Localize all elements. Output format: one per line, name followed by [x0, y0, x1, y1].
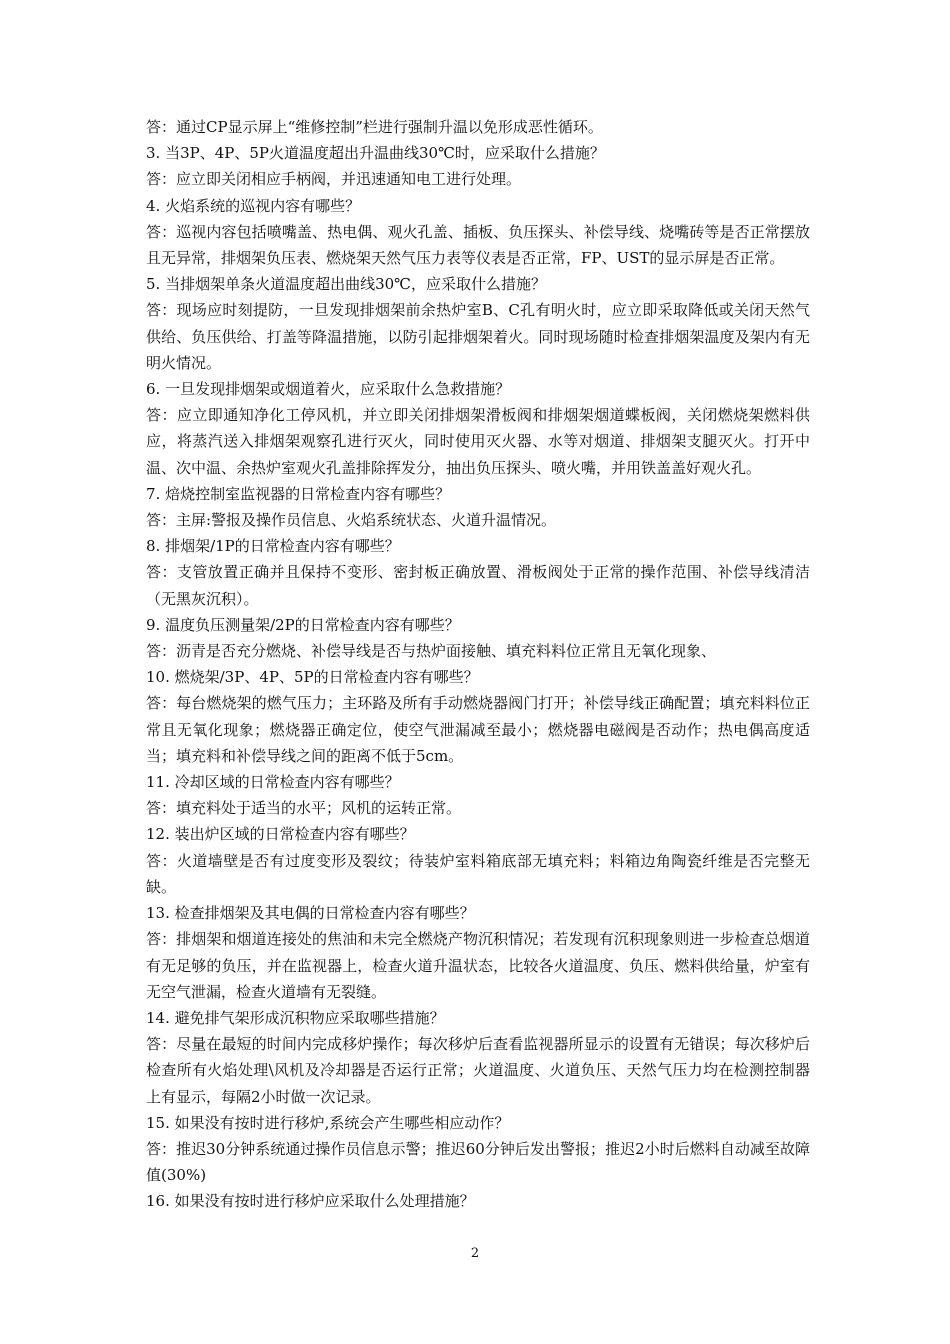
question-line: 9. 温度负压测量架/2P的日常检查内容有哪些？: [146, 615, 460, 634]
question-line: 6. 一旦发现排烟架或烟道着火，应采取什么急救措施？: [146, 380, 511, 399]
question-line: 3. 当3P、4P、5P火道温度超出升温曲线30℃时，应采取什么措施？: [146, 144, 605, 163]
document-body: [146, 114, 810, 1215]
question-line: 5. 当排烟架单条火道温度超出曲线30℃，应采取什么措施？: [146, 275, 546, 294]
answer-line: 答：推迟30分钟系统通过操作员信息示警；推迟60分钟后发出警报；推迟2小时后燃料自动减至故障值(30%): [146, 1139, 810, 1185]
question-line: 7. 焙烧控制室监视器的日常检查内容有哪些？: [146, 484, 451, 503]
answer-line: 答：巡视内容包括喷嘴盖、热电偶、观火孔盖、插板、负压探头、补偿导线、烧嘴砖等是否正常摆放且无异常，排烟架负压表、燃烧架天然气压力表等仪表是否正常，FP、UST的显示屏是否正常。: [146, 222, 810, 268]
answer-line: 答：火道墙壁是否有过度变形及裂纹；待装炉室料箱底部无填充料；料箱边角陶瓷纤维是否完整无缺。: [146, 851, 810, 896]
question-line: 13. 检查排烟架及其电偶的日常检查内容有哪些？: [146, 904, 475, 923]
question-line: 15. 如果没有按时进行移炉,系统会产生哪些相应动作？: [146, 1113, 510, 1132]
answer-line: 答：填充料处于适当的水平；风机的运转正常。: [146, 799, 462, 818]
answer-line: 答：每台燃烧架的燃气压力；主环路及所有手动燃烧器阀门打开；补偿导线正确配置；填充料料位正常且无氧化现象；燃烧器正确定位，使空气泄漏减至最小；燃烧器电磁阀是否动作；热电偶高度适当；填充料和补偿导线之间的距离不低于5cm。: [146, 694, 810, 765]
answer-line: 答：沥青是否充分燃烧、补偿导线是否与热炉面接触、填充料料位正常且无氧化现象、: [146, 642, 717, 661]
answer-line: 答：排烟架和烟道连接处的焦油和未完全燃烧产物沉积情况；若发现有沉积现象则进一步检查总烟道有无足够的负压，并在监视器上，检查火道升温状态，比较各火道温度、负压、燃料供给量，炉室有无空气泄漏，检查火道墙有无裂缝。: [146, 930, 810, 1001]
answer-line: 答：现场应时刻提防，一旦发现排烟架前余热炉室B、C孔有明火时，应立即采取降低或关闭天然气供给、负压供给、打盖等降温措施，以防引起排烟架着火。同时现场随时检查排烟架温度及架内有无明火情况。: [146, 301, 810, 372]
question-line: 8. 排烟架/1P的日常检查内容有哪些？: [146, 537, 400, 556]
answer-line: 答：应立即通知净化工停风机，并立即关闭排烟架滑板阀和排烟架烟道蝶板阀，关闭燃烧架燃料供应，将蒸汽送入排烟架观察孔进行灭火，同时使用灭火器、水等对烟道、排烟架支腿灭火。打开中温、次中温、余热炉室观火孔盖排除挥发分，抽出负压探头、喷火嘴，并用铁盖盖好观火孔。: [146, 406, 810, 477]
question-line: 12. 装出炉区域的日常检查内容有哪些？: [146, 825, 415, 844]
answer-line: 答：主屏:警报及操作员信息、火焰系统状态、火道升温情况。: [146, 511, 557, 530]
page-number: 2: [470, 1246, 480, 1261]
answer-line: 答：尽量在最短的时间内完成移炉操作；每次移炉后查看监视器所显示的设置有无错误；每次移炉后检查所有火焰处理\风机及冷却器是否运行正常；火道温度、火道负压、天然气压力均在检测控制器上有显示，每隔2小时做一次记录。: [146, 1035, 810, 1106]
question-line: 14. 避免排气架形成沉积物应采取哪些措施？: [146, 1008, 445, 1027]
question-line: 11. 冷却区域的日常检查内容有哪些？: [146, 773, 400, 792]
question-line: 16. 如果没有按时进行移炉应采取什么处理措施？: [146, 1192, 475, 1211]
answer-line: 答：支管放置正确并且保持不变形、密封板正确放置、滑板阀处于正常的操作范围、补偿导线清洁（无黑灰沉积）。: [146, 563, 810, 608]
answer-line: 答：应立即关闭相应手柄阀，并迅速通知电工进行处理。: [146, 170, 522, 189]
question-line: 4. 火焰系统的巡视内容有哪些？: [146, 196, 361, 215]
text-line: 答：通过CP显示屏上“维修控制”栏进行强制升温以免形成恶性循环。: [146, 118, 603, 136]
question-line: 10. 燃烧架/3P、4P、5P的日常检查内容有哪些？: [146, 668, 479, 687]
